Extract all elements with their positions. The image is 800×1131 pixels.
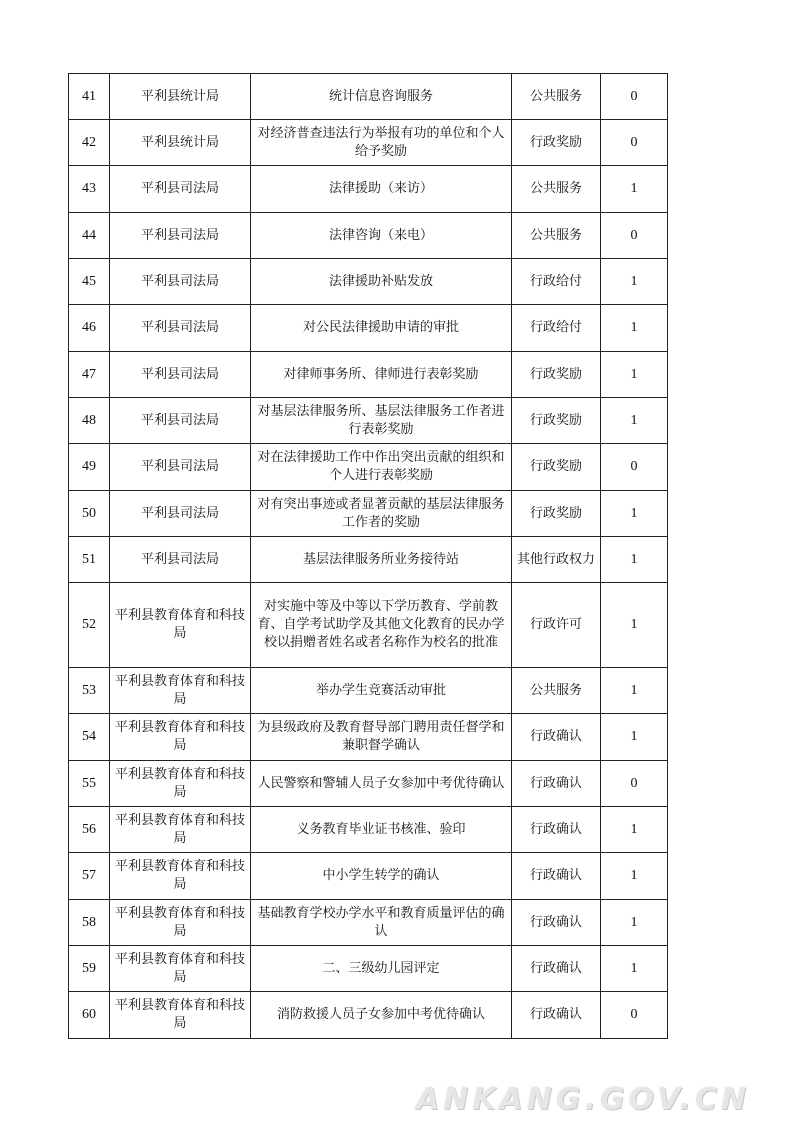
service-item-cell: 中小学生转学的确认 (251, 853, 512, 900)
row-number: 56 (69, 807, 110, 853)
count-cell: 0 (601, 761, 668, 807)
department-cell: 平利县统计局 (110, 120, 251, 166)
service-item-cell: 基层法律服务所业务接待站 (251, 537, 512, 583)
department-cell: 平利县教育体育和科技局 (110, 807, 251, 853)
department-cell: 平利县统计局 (110, 74, 251, 120)
row-number: 51 (69, 537, 110, 583)
department-cell: 平利县教育体育和科技局 (110, 900, 251, 946)
table-row (69, 259, 668, 305)
table-row (69, 305, 668, 352)
service-type-cell: 公共服务 (512, 74, 601, 120)
department-cell: 平利县司法局 (110, 352, 251, 398)
service-type-cell: 行政奖励 (512, 352, 601, 398)
row-number: 48 (69, 398, 110, 444)
count-cell: 1 (601, 668, 668, 714)
table-row (69, 761, 668, 807)
services-table-body (69, 74, 668, 1039)
service-item-cell: 对律师事务所、律师进行表彰奖励 (251, 352, 512, 398)
services-table (68, 73, 668, 1039)
service-item-cell: 法律咨询（来电） (251, 213, 512, 259)
department-cell: 平利县司法局 (110, 305, 251, 352)
service-type-cell: 行政奖励 (512, 444, 601, 491)
count-cell: 1 (601, 166, 668, 213)
department-cell: 平利县教育体育和科技局 (110, 761, 251, 807)
count-cell: 1 (601, 900, 668, 946)
department-cell: 平利县司法局 (110, 166, 251, 213)
site-watermark: ANKANG.GOV.CN (415, 1082, 750, 1117)
table-row (69, 491, 668, 537)
service-type-cell: 行政确认 (512, 853, 601, 900)
department-cell: 平利县教育体育和科技局 (110, 668, 251, 714)
table-row (69, 120, 668, 166)
service-item-cell: 举办学生竞赛活动审批 (251, 668, 512, 714)
department-cell: 平利县司法局 (110, 398, 251, 444)
count-cell: 1 (601, 537, 668, 583)
row-number: 50 (69, 491, 110, 537)
count-cell: 1 (601, 853, 668, 900)
table-row (69, 537, 668, 583)
service-type-cell: 行政给付 (512, 305, 601, 352)
row-number: 60 (69, 992, 110, 1039)
service-item-cell: 对基层法律服务所、基层法律服务工作者进行表彰奖励 (251, 398, 512, 444)
count-cell: 1 (601, 352, 668, 398)
table-row (69, 444, 668, 491)
row-number: 49 (69, 444, 110, 491)
service-type-cell: 行政奖励 (512, 491, 601, 537)
department-cell: 平利县教育体育和科技局 (110, 946, 251, 992)
service-type-cell: 行政确认 (512, 992, 601, 1039)
count-cell: 1 (601, 398, 668, 444)
service-type-cell: 公共服务 (512, 166, 601, 213)
service-type-cell: 公共服务 (512, 213, 601, 259)
row-number: 43 (69, 166, 110, 213)
service-type-cell: 行政确认 (512, 900, 601, 946)
row-number: 55 (69, 761, 110, 807)
service-item-cell: 法律援助（来访） (251, 166, 512, 213)
department-cell: 平利县教育体育和科技局 (110, 714, 251, 761)
service-item-cell: 二、三级幼儿园评定 (251, 946, 512, 992)
table-row (69, 853, 668, 900)
service-type-cell: 行政确认 (512, 714, 601, 761)
row-number: 59 (69, 946, 110, 992)
row-number: 54 (69, 714, 110, 761)
table-row (69, 668, 668, 714)
row-number: 58 (69, 900, 110, 946)
table-row (69, 398, 668, 444)
table-row (69, 213, 668, 259)
department-cell: 平利县司法局 (110, 491, 251, 537)
table-row (69, 583, 668, 668)
service-type-cell: 行政给付 (512, 259, 601, 305)
row-number: 47 (69, 352, 110, 398)
department-cell: 平利县司法局 (110, 444, 251, 491)
table-row (69, 946, 668, 992)
table-row (69, 352, 668, 398)
count-cell: 1 (601, 305, 668, 352)
table-row (69, 807, 668, 853)
service-item-cell: 对经济普查违法行为举报有功的单位和个人给予奖励 (251, 120, 512, 166)
table-row (69, 166, 668, 213)
count-cell: 1 (601, 491, 668, 537)
service-item-cell: 消防救援人员子女参加中考优待确认 (251, 992, 512, 1039)
count-cell: 1 (601, 259, 668, 305)
row-number: 44 (69, 213, 110, 259)
count-cell: 1 (601, 946, 668, 992)
service-item-cell: 对公民法律援助申请的审批 (251, 305, 512, 352)
department-cell: 平利县司法局 (110, 537, 251, 583)
service-type-cell: 行政奖励 (512, 398, 601, 444)
count-cell: 0 (601, 74, 668, 120)
service-type-cell: 行政许可 (512, 583, 601, 668)
count-cell: 0 (601, 120, 668, 166)
service-item-cell: 义务教育毕业证书核准、验印 (251, 807, 512, 853)
service-type-cell: 行政确认 (512, 761, 601, 807)
count-cell: 1 (601, 714, 668, 761)
row-number: 52 (69, 583, 110, 668)
service-type-cell: 其他行政权力 (512, 537, 601, 583)
department-cell: 平利县教育体育和科技局 (110, 583, 251, 668)
row-number: 45 (69, 259, 110, 305)
table-row (69, 714, 668, 761)
table-row (69, 74, 668, 120)
table-row (69, 992, 668, 1039)
service-item-cell: 基础教育学校办学水平和教育质量评估的确认 (251, 900, 512, 946)
row-number: 53 (69, 668, 110, 714)
table-row (69, 900, 668, 946)
service-item-cell: 法律援助补贴发放 (251, 259, 512, 305)
department-cell: 平利县司法局 (110, 259, 251, 305)
service-type-cell: 行政确认 (512, 946, 601, 992)
service-item-cell: 对在法律援助工作中作出突出贡献的组织和个人进行表彰奖励 (251, 444, 512, 491)
row-number: 42 (69, 120, 110, 166)
count-cell: 0 (601, 992, 668, 1039)
count-cell: 1 (601, 583, 668, 668)
service-type-cell: 行政确认 (512, 807, 601, 853)
count-cell: 0 (601, 213, 668, 259)
department-cell: 平利县教育体育和科技局 (110, 992, 251, 1039)
service-item-cell: 对有突出事迹或者显著贡献的基层法律服务工作者的奖励 (251, 491, 512, 537)
row-number: 57 (69, 853, 110, 900)
service-type-cell: 公共服务 (512, 668, 601, 714)
department-cell: 平利县教育体育和科技局 (110, 853, 251, 900)
count-cell: 1 (601, 807, 668, 853)
service-item-cell: 人民警察和警辅人员子女参加中考优待确认 (251, 761, 512, 807)
service-item-cell: 为县级政府及教育督导部门聘用责任督学和兼职督学确认 (251, 714, 512, 761)
department-cell: 平利县司法局 (110, 213, 251, 259)
count-cell: 0 (601, 444, 668, 491)
row-number: 41 (69, 74, 110, 120)
row-number: 46 (69, 305, 110, 352)
service-type-cell: 行政奖励 (512, 120, 601, 166)
service-item-cell: 对实施中等及中等以下学历教育、学前教育、自学考试助学及其他文化教育的民办学校以捐赠者姓名或者名称作为校名的批准 (251, 583, 512, 668)
service-item-cell: 统计信息咨询服务 (251, 74, 512, 120)
